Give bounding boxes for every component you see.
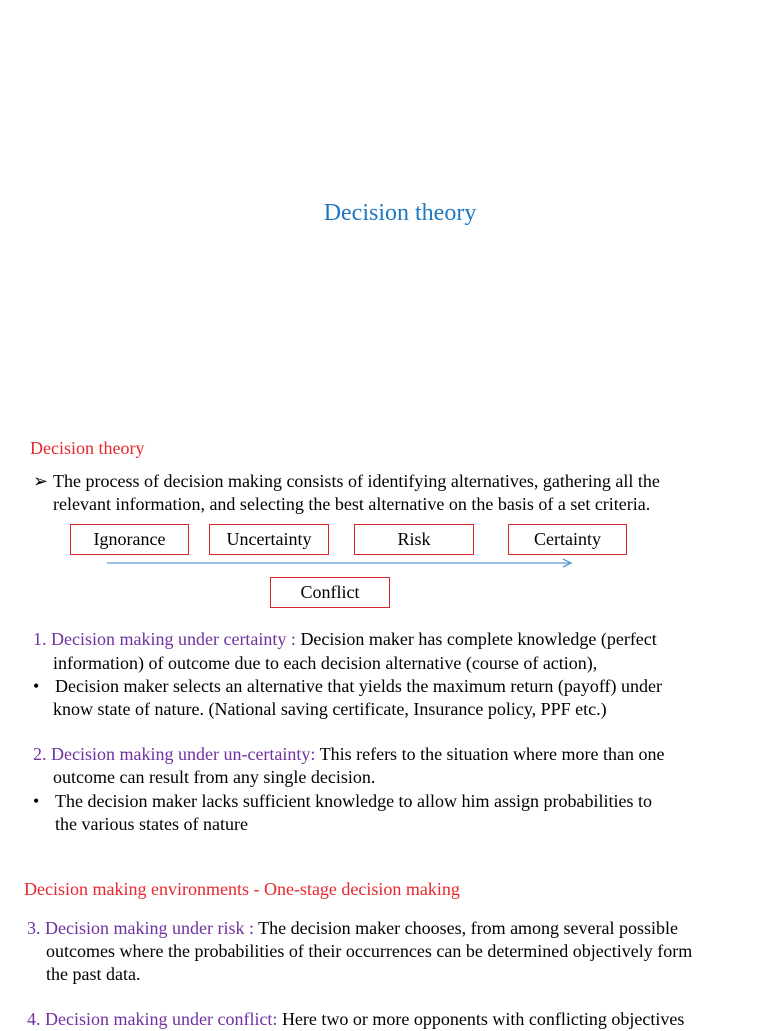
item-4-text: Here two or more opponents with conflicting objectives (277, 1009, 685, 1029)
spectrum-box-risk: Risk (354, 524, 474, 555)
item-2-line-1 (33, 743, 665, 766)
intro-line-1 (33, 470, 660, 493)
item-2-label: 2. Decision making under un-certainty: (33, 744, 316, 764)
item-2-bullet-line-1 (33, 790, 652, 813)
item-2-bullet-line-2: the various states of nature (55, 814, 248, 834)
item-2-line-2: outcome can result from any single decision. (53, 767, 376, 787)
item-2-bullet-text: The decision maker lacks sufficient knowledge to allow him assign probabilities to (55, 791, 653, 811)
item-1-label: 1. Decision making under certainty : (33, 629, 296, 649)
item-3-text: The decision maker chooses, from among several possible (253, 918, 679, 938)
intro-line-2: relevant information, and selecting the best alternative on the basis of a set criteria. (53, 494, 651, 514)
spectrum-box-certainty: Certainty (508, 524, 627, 555)
item-4-line-1 (27, 1008, 684, 1031)
item-1-bullet-line-1 (33, 675, 662, 698)
item-3-line-1 (27, 917, 678, 940)
spectrum-arrow (100, 556, 580, 570)
item-2-text: This refers to the situation where more than one (315, 744, 665, 764)
bullet-icon: • (33, 791, 40, 811)
item-3-line-3: the past data. (46, 964, 141, 984)
slide-title: Decision theory (323, 200, 477, 226)
conflict-box: Conflict (270, 577, 390, 608)
arrow-bullet-icon: ➢ (33, 471, 49, 491)
section-heading: Decision theory (30, 438, 145, 458)
intro-text-1: The process of decision making consists of identifying alternatives, gathering all the (53, 471, 660, 491)
item-3-label: 3. Decision making under risk : (27, 918, 254, 938)
item-1-line-2: information) of outcome due to each decision alternative (course of action), (53, 653, 598, 673)
section-heading-environments: Decision making environments - One-stage decision making (24, 879, 460, 899)
item-1-bullet-text: Decision maker selects an alternative that yields the maximum return (payoff) under (55, 676, 662, 696)
bullet-icon: • (33, 676, 40, 696)
spectrum-box-ignorance: Ignorance (70, 524, 189, 555)
spectrum-box-uncertainty: Uncertainty (209, 524, 329, 555)
item-1-bullet-line-2: know state of nature. (National saving certificate, Insurance policy, PPF etc.) (53, 699, 607, 719)
item-4-label: 4. Decision making under conflict: (27, 1009, 278, 1029)
item-3-line-2: outcomes where the probabilities of their occurrences can be determined objectively form (46, 941, 693, 961)
item-1-text: Decision maker has complete knowledge (perfect (295, 629, 657, 649)
item-1-line-1 (33, 628, 657, 651)
